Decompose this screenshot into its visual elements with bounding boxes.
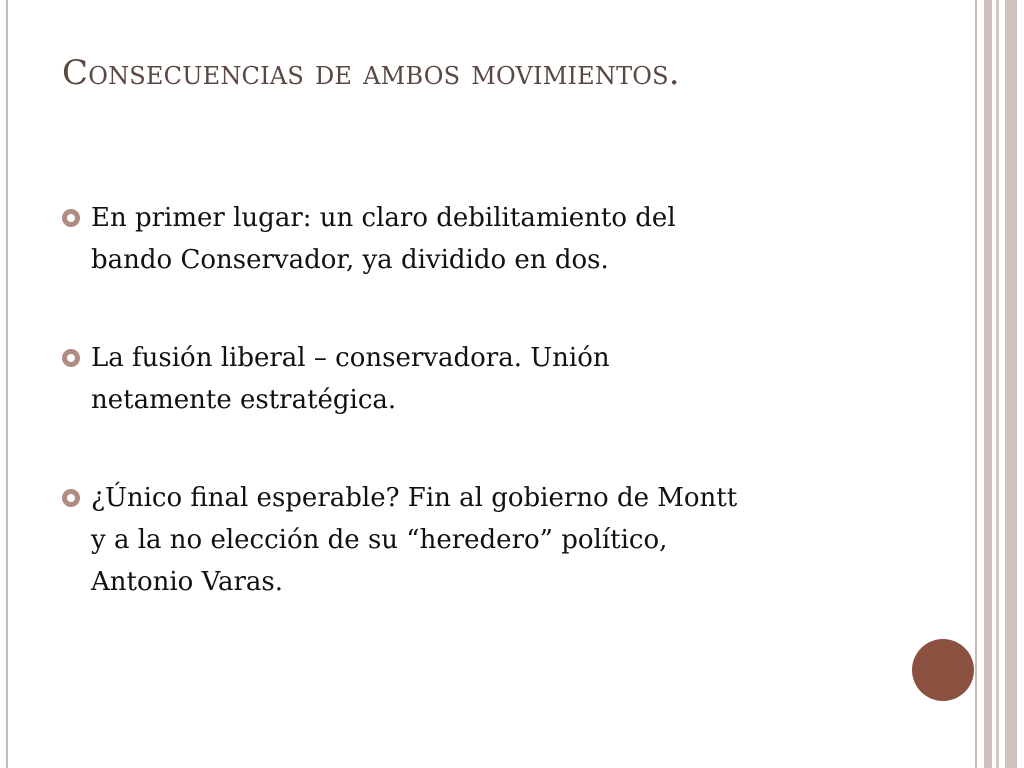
bullet-item-1 xyxy=(62,197,922,281)
bullet-2-line-1: La fusión liberal – conservadora. Unión xyxy=(91,343,610,373)
right-frame-line-2 xyxy=(984,0,992,768)
bullet-1-line-1: En primer lugar: un claro debilitamiento del xyxy=(91,203,676,233)
bullet-1-line-2: bando Conservador, ya dividido en dos. xyxy=(91,245,609,275)
slide-title: Consecuencias de ambos movimientos. xyxy=(62,53,680,93)
left-frame-line xyxy=(6,0,8,768)
bullet-item-2 xyxy=(62,337,922,421)
bullet-item-3 xyxy=(62,477,922,603)
right-frame-line-3 xyxy=(996,0,999,768)
bullet-circle-icon xyxy=(62,489,80,507)
bullet-circle-icon xyxy=(62,209,80,227)
bullet-3-line-3: Antonio Varas. xyxy=(91,567,284,597)
right-frame-line-1 xyxy=(975,0,977,768)
bullet-3-line-1: ¿Único final esperable? Fin al gobierno de Montt xyxy=(91,483,738,513)
bullet-circle-icon xyxy=(62,349,80,367)
decorative-brown-circle xyxy=(912,639,974,701)
right-frame-line-4 xyxy=(1005,0,1017,768)
bullet-2-line-2: netamente estratégica. xyxy=(91,385,397,415)
bullet-list xyxy=(62,197,922,659)
bullet-3-line-2: y a la no elección de su “heredero” político, xyxy=(91,525,668,555)
